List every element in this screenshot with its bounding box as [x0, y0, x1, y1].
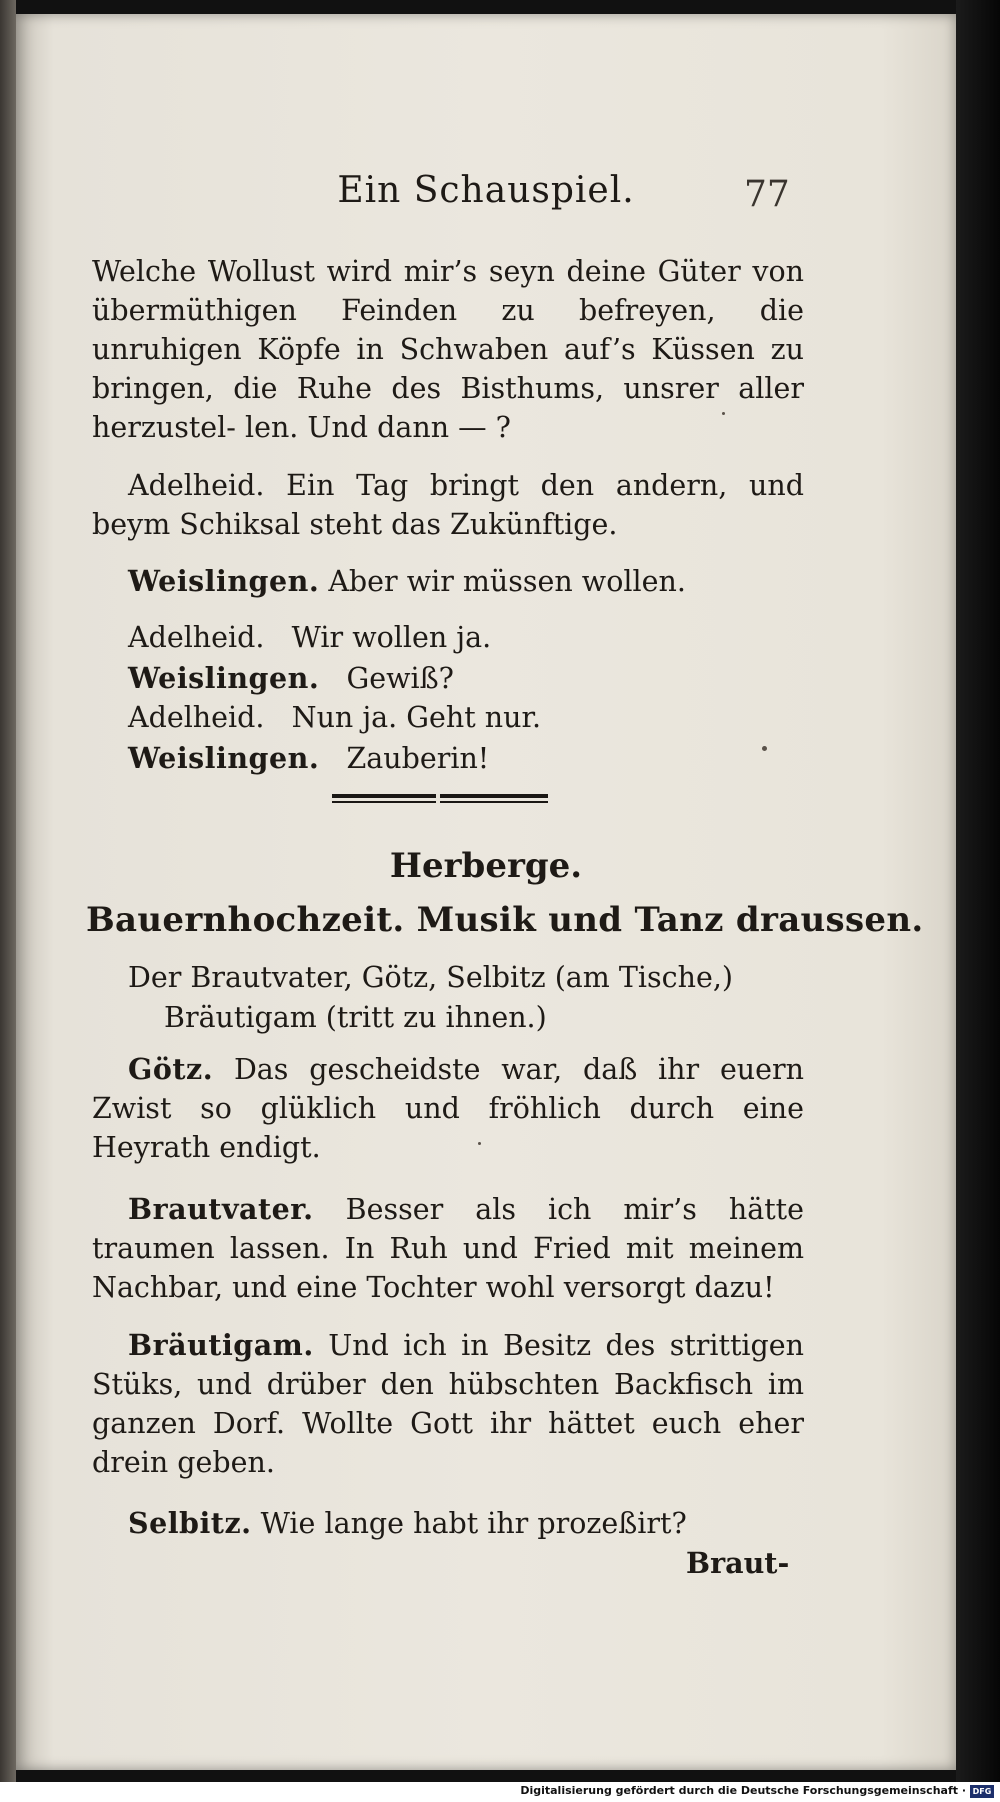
scene-description: Bauernhochzeit. Musik und Tanz draussen.	[86, 900, 924, 940]
speech-text: Wie lange habt ihr prozeßirt?	[260, 1507, 687, 1540]
speaker-name: Weislingen.	[128, 741, 320, 775]
page-number: 77	[744, 174, 790, 215]
speaker-name: Götz.	[128, 1052, 214, 1086]
speech-text: Aber wir müssen wollen.	[328, 565, 686, 598]
paragraph-1: Welche Wollust wird mir’s seyn deine Güter von übermüthigen Feinden zu befreyen, die unruhigen Köpfe in Schwaben auf’s Küssen zu bringen, die Ruhe des Bisthums, unsrer aller herzustel- len. Und dann — ?	[92, 255, 804, 444]
speech-text: Zauberin!	[346, 742, 490, 775]
scene-title: Herberge.	[389, 846, 583, 886]
speech-text: Und ich in Besitz des strittigen Stüks, und drüber den hübschten Backfisch im ganzen Dorf. Wollte Gott ihr hättet euch eher drein geben.	[92, 1329, 805, 1479]
speaker-name: Selbitz.	[128, 1506, 252, 1540]
digitization-credit: Digitalisierung gefördert durch die Deutsche Forschungsgemeinschaft ·	[520, 1784, 966, 1797]
speech-text: Nun ja. Geht nur.	[291, 701, 542, 734]
dialog-line	[128, 618, 491, 658]
dfg-logo: DFG	[970, 1785, 994, 1798]
paragraph-adelheid-1	[92, 466, 804, 544]
speaker-name: Brautvater.	[128, 1192, 314, 1226]
paper-speck	[722, 412, 725, 415]
paper-speck	[762, 746, 767, 751]
running-title: Ein Schauspiel.	[337, 170, 635, 211]
dialog-line	[128, 698, 541, 738]
stage-direction-line: Bräutigam (tritt zu ihnen.)	[164, 1001, 547, 1034]
speech-text: Gewiß?	[346, 662, 454, 695]
speaker-name: Adelheid.	[128, 469, 265, 502]
book-edge	[956, 0, 1000, 1782]
dialog-line	[128, 738, 489, 779]
speaker-name: Weislingen.	[128, 564, 320, 598]
paragraph-goetz	[92, 1050, 804, 1167]
paragraph-weislingen-1	[128, 562, 840, 601]
paragraph-braeutigam	[92, 1326, 804, 1482]
speaker-name: Weislingen.	[128, 661, 320, 695]
dialog-line	[128, 658, 454, 699]
section-divider	[332, 794, 548, 804]
speaker-name: Bräutigam.	[128, 1328, 314, 1362]
speech-text: Wir wollen ja.	[291, 621, 492, 654]
paragraph-selbitz	[128, 1504, 804, 1543]
speaker-name: Adelheid.	[128, 621, 265, 654]
speech-text: Ein Tag bringt den andern, und beym Schiksal steht das Zukünftige.	[92, 469, 804, 541]
speech-text: Besser als ich mir’s hätte traumen lassen. In Ruh und Fried mit meinem Nachbar, und eine Tochter wohl versorgt dazu!	[92, 1193, 804, 1304]
speech-text: Das gescheidste war, daß ihr euern Zwist so glüklich und fröhlich durch eine Heyrath endigt.	[92, 1053, 805, 1164]
paper-speck	[478, 1142, 481, 1145]
paragraph-brautvater	[92, 1190, 804, 1307]
stage-direction-line: Der Brautvater, Götz, Selbitz (am Tische,)	[128, 961, 733, 994]
speaker-name: Adelheid.	[128, 701, 265, 734]
book-gutter	[0, 0, 16, 1782]
catchword: Braut-	[686, 1546, 790, 1580]
stage-direction	[128, 958, 804, 1038]
book-page	[16, 14, 956, 1770]
